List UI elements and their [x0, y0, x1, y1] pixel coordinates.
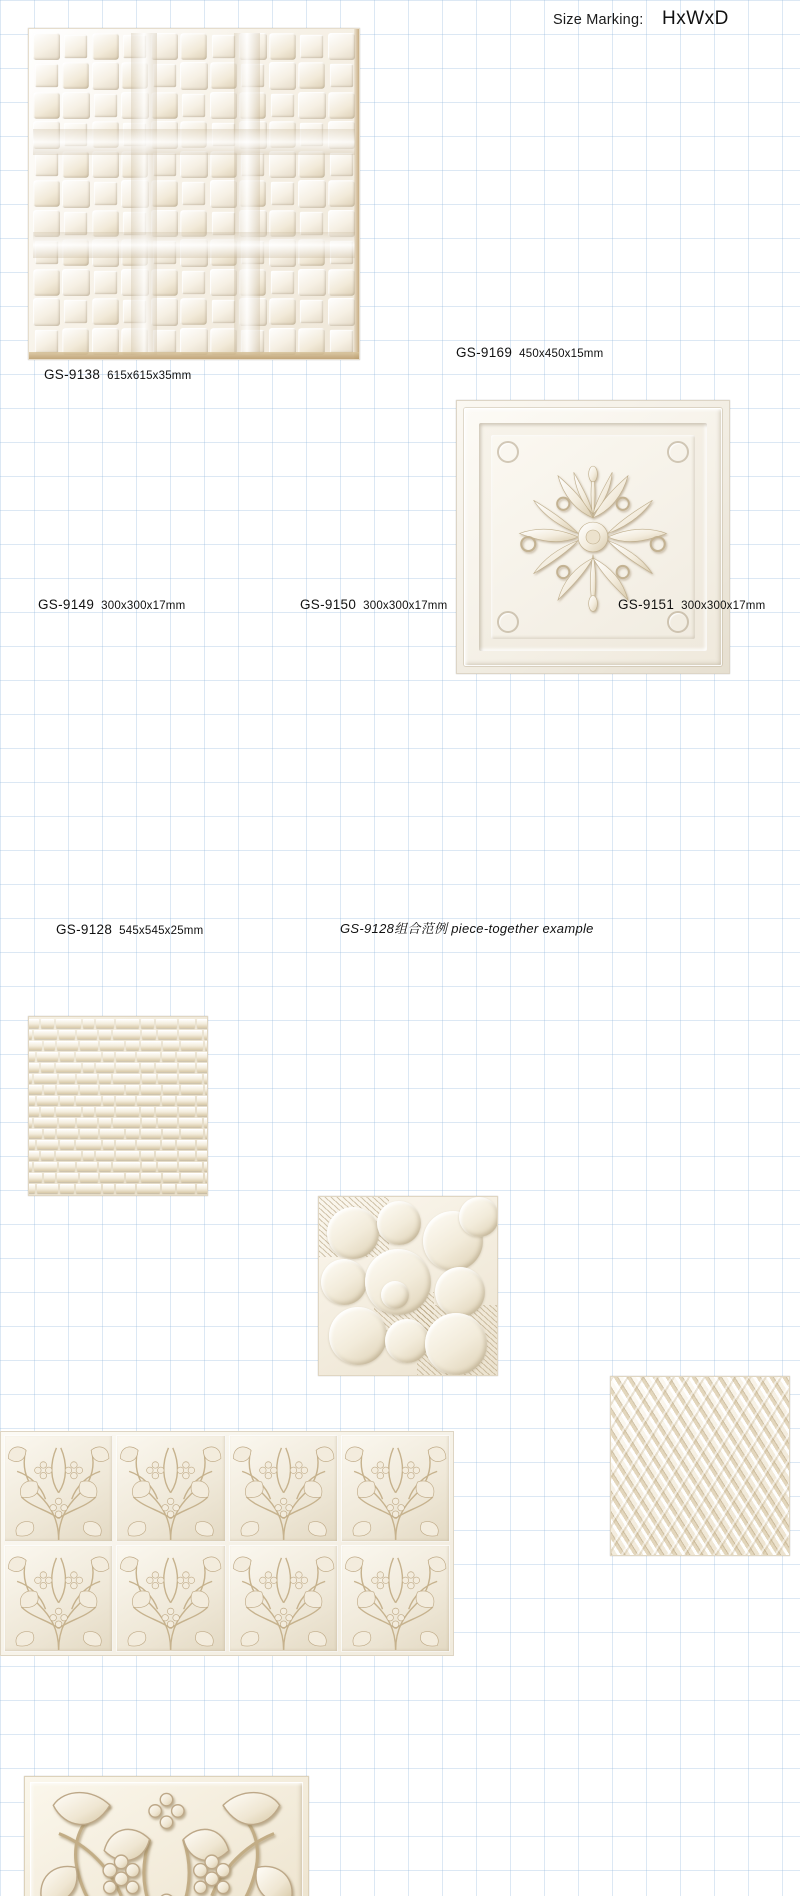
product-dimensions: 450x450x15mm: [519, 348, 604, 360]
combo-tile: [116, 1545, 225, 1652]
size-marking-value: HxWxD: [662, 8, 729, 29]
product-dimensions: 300x300x17mm: [101, 600, 186, 612]
product-image-gs-9149: [28, 1016, 208, 1196]
combo-tile: [116, 1435, 225, 1542]
caption-gs-9150: [300, 596, 447, 614]
product-dimensions: 300x300x17mm: [363, 600, 448, 612]
combo-tile: [341, 1545, 450, 1652]
product-code: GS-9138: [44, 367, 101, 382]
combo-tile: [229, 1545, 338, 1652]
combo-tile: [4, 1435, 113, 1542]
combo-caption-text: GS-9128组合范例 piece-together example: [340, 921, 594, 936]
cube-relief-grid: [33, 33, 355, 355]
product-image-gs-9169: [456, 400, 730, 674]
product-code: GS-9128: [56, 922, 113, 937]
caption-gs-9151: [618, 596, 765, 614]
product-code: GS-9149: [38, 597, 95, 612]
product-image-gs-9151: [610, 1376, 790, 1556]
caption-gs-9128-combo: [340, 918, 594, 938]
diagonal-stripe-overlay: [610, 1376, 790, 1556]
product-image-gs-9128: [24, 1776, 309, 1896]
panel-border: [30, 1782, 303, 1896]
product-dimensions: 545x545x25mm: [119, 925, 204, 937]
combo-tile: [229, 1435, 338, 1542]
product-code: GS-9169: [456, 345, 513, 360]
brick-pattern: [29, 1017, 207, 1195]
size-marking-label: Size Marking:: [553, 12, 644, 28]
product-dimensions: 615x615x35mm: [107, 370, 192, 382]
caption-gs-9128: [56, 921, 203, 939]
combo-tile: [4, 1545, 113, 1652]
caption-gs-9149: [38, 596, 185, 614]
product-dimensions: 300x300x17mm: [681, 600, 766, 612]
product-code: GS-9151: [618, 597, 675, 612]
combo-tile: [341, 1435, 450, 1542]
product-image-gs-9138: [28, 28, 360, 360]
product-image-gs-9150: [318, 1196, 498, 1376]
caption-gs-9138: [44, 366, 191, 384]
caption-gs-9169: [456, 344, 603, 362]
product-code: GS-9150: [300, 597, 357, 612]
product-image-gs-9128-combo: [0, 1431, 454, 1656]
